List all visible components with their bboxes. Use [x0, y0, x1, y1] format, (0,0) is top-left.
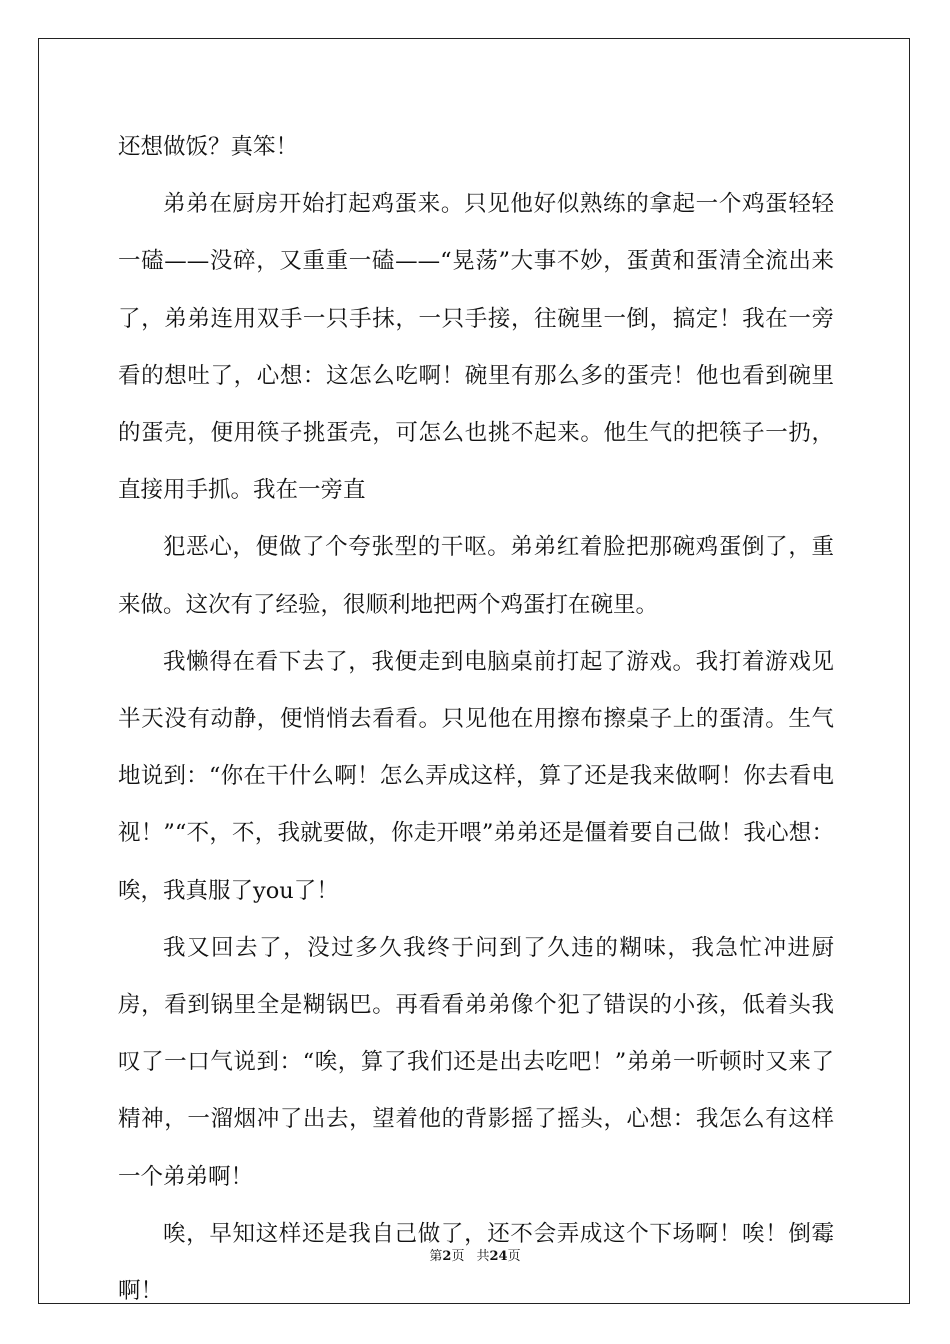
paragraph: 唉，早知这样还是我自己做了，还不会弄成这个下场啊！唉！倒霉啊！: [118, 1220, 834, 1305]
paragraph: 犯恶心，便做了个夸张型的干呕。弟弟红着脸把那碗鸡蛋倒了，重来做。这次有了经验，很顺利地把两个鸡蛋打在碗里。: [118, 534, 834, 618]
page-footer: [0, 1245, 950, 1264]
paragraph: 弟弟在厨房开始打起鸡蛋来。只见他好似熟练的拿起一个鸡蛋轻轻一磕——没碎，又重重一磕——“晃荡”大事不妙，蛋黄和蛋清全流出来了，弟弟连用双手一只手抹，一只手接，往碗里一倒，搞定！我在一旁看的想吐了，心想：这怎么吃啊！碗里有那么多的蛋壳！他也看到碗里的蛋壳，便用筷子挑蛋壳，可怎么也挑不起来。他生气的把筷子一扔，直接用手抓。我在一旁直: [118, 191, 834, 504]
footer-total-suffix: 页: [507, 1249, 521, 1264]
paragraph: 还想做饭？真笨！: [118, 134, 299, 160]
total-pages: 24: [489, 1249, 508, 1264]
footer-prefix: 第: [429, 1249, 443, 1264]
page-number: 2: [442, 1249, 452, 1264]
paragraph: 我懒得在看下去了，我便走到电脑桌前打起了游戏。我打着游戏见半天没有动静，便悄悄去看看。只见他在用擦布擦桌子上的蛋清。生气地说到：“你在干什么啊！怎么弄成这样，算了还是我来做啊！你去看电视！”“不，不，我就要做，你走开喂”弟弟还是僵着要自己做！我心想：唉，我真服了you了！: [118, 648, 834, 904]
footer-page-suffix: 页: [451, 1249, 465, 1264]
document-body: [118, 119, 834, 1320]
footer-total-prefix: 共: [476, 1249, 490, 1264]
paragraph: 我又回去了，没过多久我终于问到了久违的糊味，我急忙冲进厨房，看到锅里全是糊锅巴。再看看弟弟像个犯了错误的小孩，低着头我叹了一口气说到：“唉，算了我们还是出去吃吧！”弟弟一听顿时又来了精神，一溜烟冲了出去，望着他的背影摇了摇头，心想：我怎么有这样一个弟弟啊！: [118, 934, 834, 1190]
